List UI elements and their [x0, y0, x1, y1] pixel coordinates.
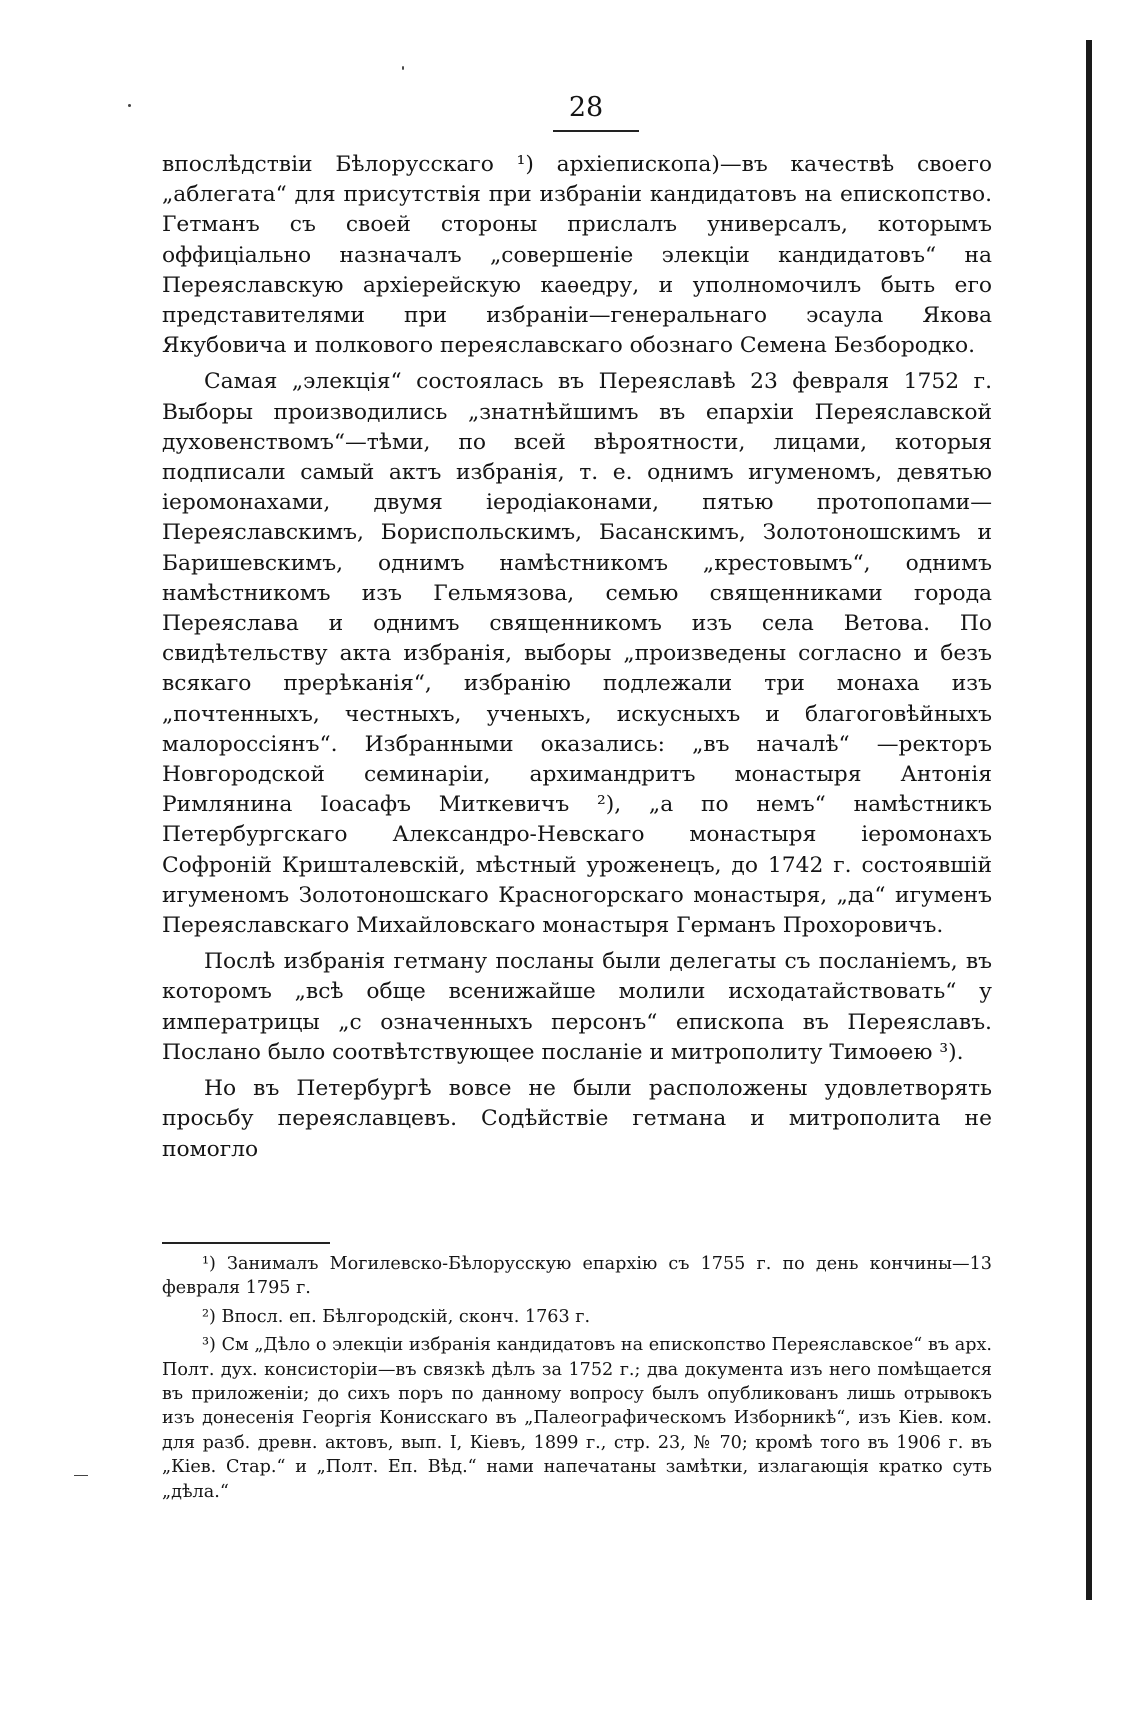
scan-border-line [1086, 40, 1092, 1600]
footnotes [162, 1252, 992, 1508]
paragraph: впослѣдствіи Бѣлорусскаго ¹) архіепископа)—въ качествѣ своего „аблегата“ для присутствія при избраніи кандидатовъ на епископство. Гетманъ съ своей стороны прислалъ универсалъ, которымъ оффиціально назначалъ „совершеніе элекціи кандидатовъ“ на Переяславскую архіерейскую каѳедру, и уполномочилъ быть его представителями при избраніи—генеральнаго эсаула Якова Якубовича и полкового переяславскаго обознаго Семена Безбородко. [162, 152, 992, 359]
footnote-rule [162, 1242, 330, 1244]
scan-speck [402, 66, 404, 70]
footnote: ¹) Занималъ Могилевско-Бѣлорусскую епархію съ 1755 г. по день кончины—13 февраля 1795 г. [162, 1254, 992, 1299]
footnote: ³) См „Дѣло о элекціи избранія кандидатовъ на епископство Переяславское“ въ арх. Полт. дух. консисторіи—въ связкѣ дѣлъ за 1752 г.; два документа изъ него помѣщается въ приложеніи; до сихъ поръ по данному вопросу былъ опубликованъ лишь отрывокъ изъ донесенія Георгія Конисскаго въ „Палеографическомъ Изборникѣ“, изъ Кіев. ком. для разб. древн. актовъ, вып. I, Кіевъ, 1899 г., стр. 23, № 70; кромѣ того въ 1906 г. въ „Кіев. Стар.“ и „Полт. Еп. Вѣд.“ нами напечатаны замѣтки, излагающія кратко суть „дѣла.“ [162, 1335, 992, 1502]
paragraph: Послѣ избранія гетману посланы были делегаты съ посланіемъ, въ которомъ „всѣ обще всенижайше молили исходатайствовать“ у императрицы „с означенныхъ персонъ“ епископа въ Переяславъ. Послано было соотвѣтствующее посланіе и митрополиту Тимоѳею ³). [162, 949, 992, 1065]
page-number-rule [553, 130, 639, 132]
scan-speck [74, 1475, 88, 1476]
page-number: 28 [568, 92, 604, 123]
paragraph: Но въ Петербургѣ вовсе не были расположены удовлетворять просьбу переяславцевъ. Содѣйствіе гетмана и митрополита не помогло [162, 1076, 992, 1162]
paragraph: Самая „элекція“ состоялась въ Переяславѣ 23 февраля 1752 г. Выборы производились „знатнѣйшимъ въ епархіи Переяславской духовенствомъ“—тѣми, по всей вѣроятности, лицами, которыя подписали самый актъ избранія, т. е. однимъ игуменомъ, девятью іеромонахами, двумя іеродіаконами, пятью протопопами—Переяславскимъ, Бориспольскимъ, Басанскимъ, Золотоношскимъ и Баришевскимъ, однимъ намѣстникомъ „крестовымъ“, однимъ намѣстникомъ изъ Гельмязова, семью священниками города Переяслава и однимъ священникомъ изъ села Ветова. По свидѣтельству акта избранія, выборы „произведены согласно и безъ всякаго прерѣканія“, избранію подлежали три монаха изъ „почтенныхъ, честныхъ, ученыхъ, искусныхъ и благоговѣйныхъ малороссіянъ“. Избранными оказались: „въ началѣ“ —ректоръ Новгородской семинаріи, архимандритъ монастыря Антонія Римлянина Іоасафъ Миткевичъ ²), „а по немъ“ намѣстникъ Петербургскаго Александро-Невскаго монастыря іеромонахъ Софроній Кришталевскій, мѣстный уроженецъ, до 1742 г. состоявшій игуменомъ Золотоношскаго Красногорскаго монастыря, „да“ игуменъ Переяславскаго Михайловскаго монастыря Германъ Прохоровичъ. [162, 369, 992, 939]
main-text [162, 150, 992, 1171]
footnote: ²) Впосл. еп. Бѣлгородскій, сконч. 1763 г. [202, 1306, 591, 1327]
